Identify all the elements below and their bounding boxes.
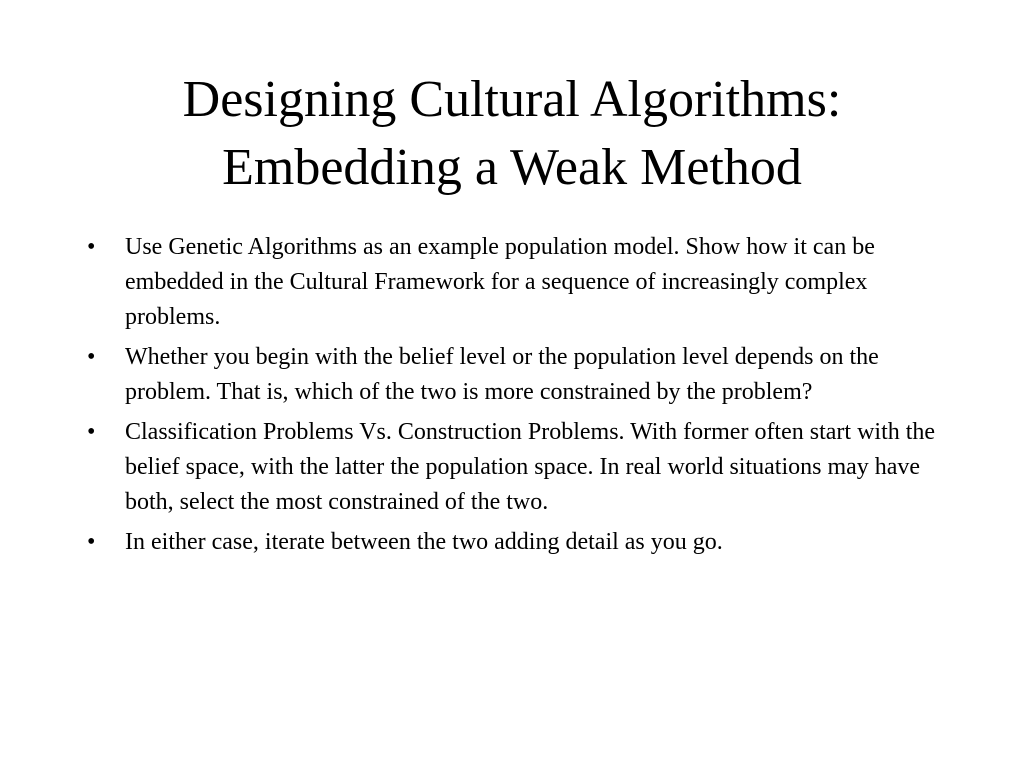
bullet-item [0,230,1024,335]
bullet-list [0,230,1024,565]
bullet-text: Whether you begin with the belief level or the population level depends on the problem. That is, which of the two is more constrained by the problem? [125,344,879,405]
bullet-text: Classification Problems Vs. Construction Problems. With former often start with the belief space, with the latter the population space. In real world situations may have both, select the most constrained of the two. [125,419,936,515]
bullet-item [0,415,1024,520]
bullet-item [0,525,1024,560]
bullet-marker: • [87,529,96,555]
bullet-marker: • [87,419,96,445]
bullet-text: In either case, iterate between the two adding detail as you go. [125,529,723,555]
bullet-text: Use Genetic Algorithms as an example population model. Show how it can be embedded in the Cultural Framework for a sequence of increasingly complex problems. [125,234,875,330]
bullet-marker: • [87,234,96,260]
bullet-marker: • [87,344,96,370]
title-line-2: Embedding a Weak Method [222,139,802,196]
bullet-item [0,340,1024,410]
slide-title [60,66,964,202]
title-line-1: Designing Cultural Algorithms: [182,71,842,128]
